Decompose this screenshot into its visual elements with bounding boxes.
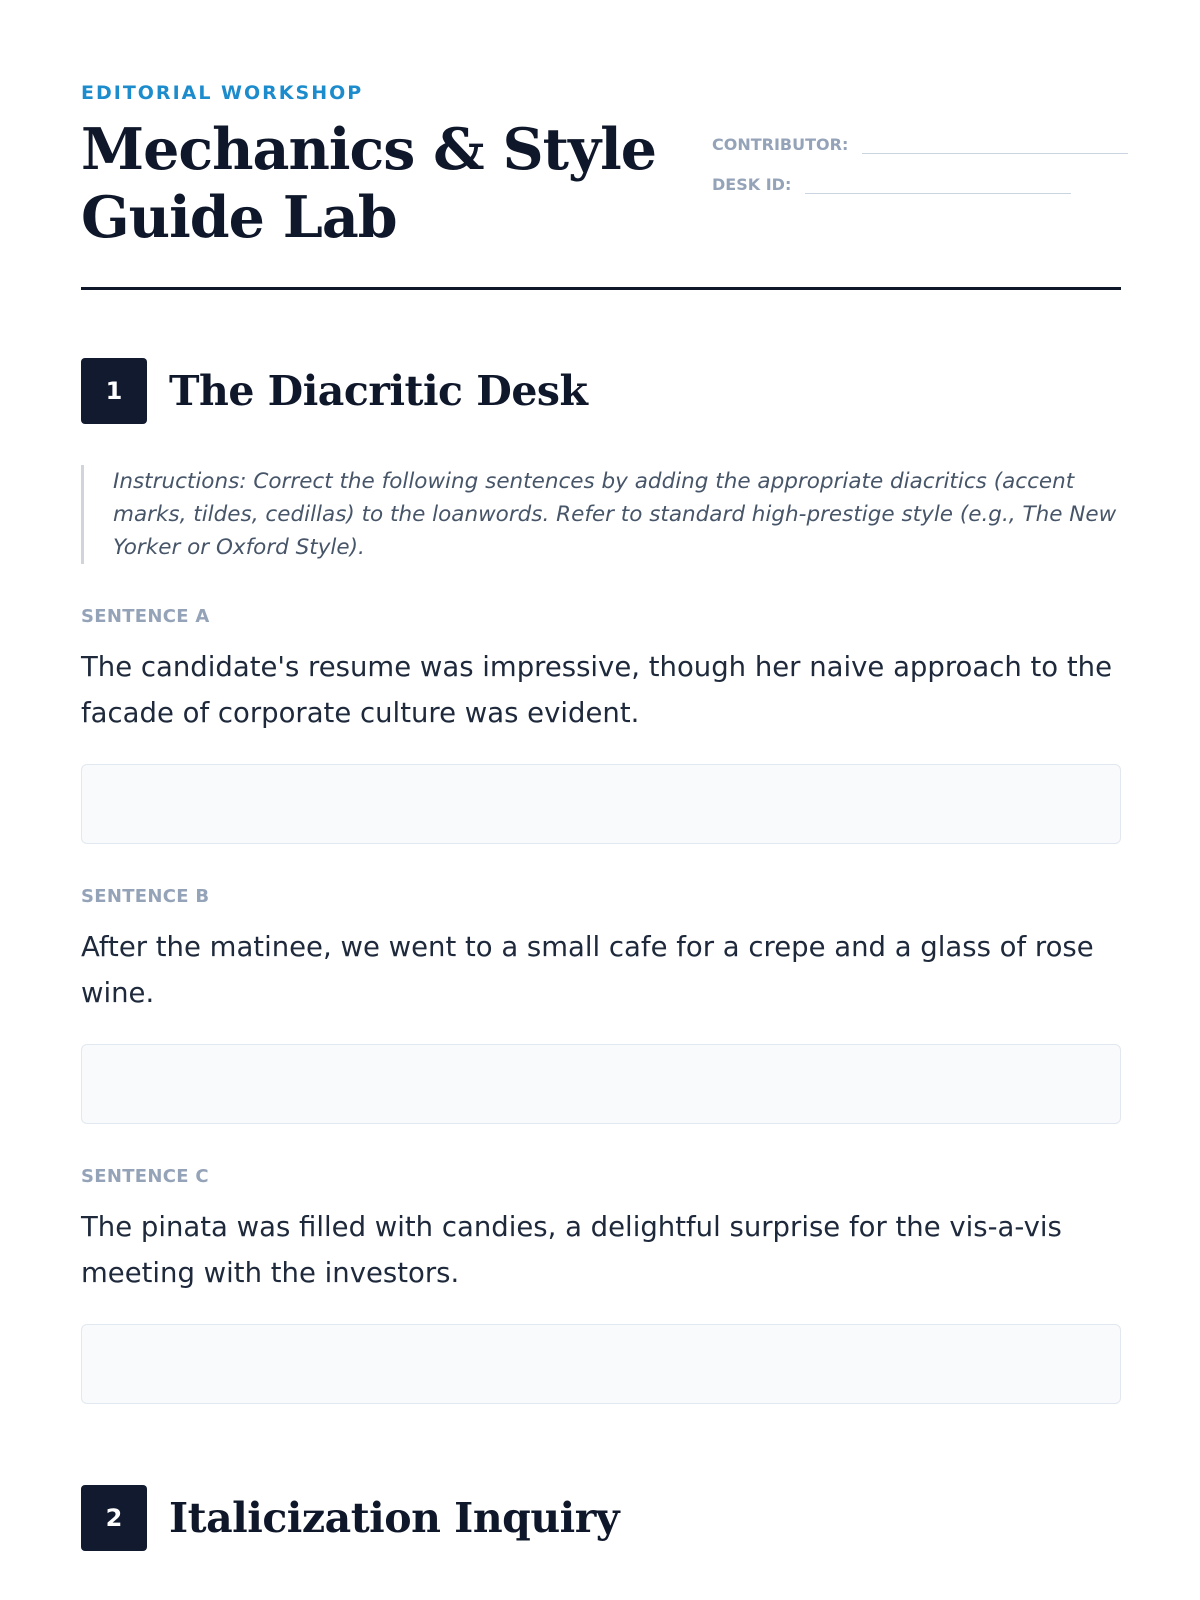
sentence-a-answer-input[interactable] [81,764,1121,844]
section-1-header [81,358,587,424]
section-2-header [81,1485,619,1551]
desk-id-field [712,174,1071,194]
desk-id-label: DESK ID: [712,175,792,194]
header-divider [81,287,1121,290]
sentence-a-text: The candidate's resume was impressive, though her naive approach to the facade of corporate culture was evident. [81,651,1112,729]
section-number-badge: 1 [81,358,147,424]
section-title: The Diacritic Desk [169,367,588,415]
desk-id-line[interactable] [805,174,1071,194]
sentence-b-text: After the matinee, we went to a small cafe for a crepe and a glass of rose wine. [81,931,1094,1009]
contributor-line[interactable] [862,134,1128,154]
sentence-c-answer-input[interactable] [81,1324,1121,1404]
sentence-c-text: The pinata was filled with candies, a delightful surprise for the vis-a-vis meeting with the investors. [81,1211,1062,1289]
sentence-b-answer-input[interactable] [81,1044,1121,1124]
sentence-b-label: SENTENCE B [81,886,210,907]
contributor-label: CONTRIBUTOR: [712,135,849,154]
instructions-block: Instructions: Correct the following sentences by adding the appropriate diacritics (accent marks, tildes, cedillas) to the loanwords. Refer to standard high-prestige style (e.g., The New Yorker or Oxford Style). [81,465,1121,564]
worksheet-page [81,0,1121,1600]
contributor-field [712,134,1128,154]
section-number-badge: 2 [81,1485,147,1551]
sentence-c-label: SENTENCE C [81,1166,209,1187]
section-title: Italicization Inquiry [169,1494,620,1542]
eyebrow-label: EDITORIAL WORKSHOP [81,82,364,104]
page-title: Mechanics & Style Guide Lab [81,116,657,251]
sentence-a-label: SENTENCE A [81,606,210,627]
